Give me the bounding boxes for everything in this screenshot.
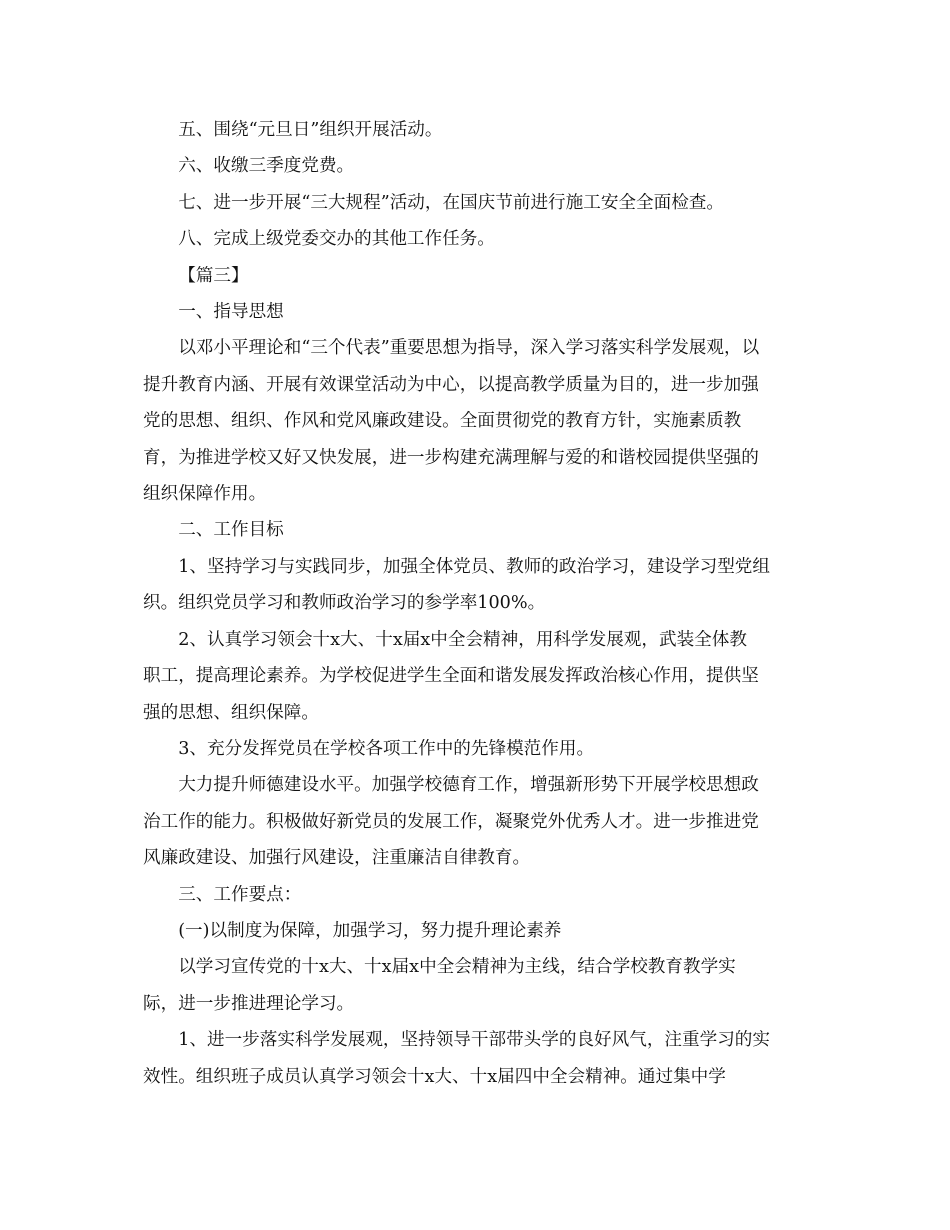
text-line: 3、充分发挥党员在学校各项工作中的先锋模范作用。: [178, 738, 595, 759]
heading: 三、工作要点：: [178, 884, 302, 905]
text-line: 以邓小平理论和“三个代表”重要思想为指导，深入学习落实科学发展观，以: [178, 338, 760, 359]
text-line: 强的思想、组织保障。: [143, 702, 319, 723]
heading: 一、指导思想: [178, 302, 284, 323]
section-heading: 【篇三】: [178, 265, 249, 286]
text-line: 大力提升师德建设水平。加强学校德育工作，增强新形势下开展学校思想政: [178, 775, 759, 796]
text-line: 际，进一步推进理论学习。: [143, 993, 355, 1014]
text-line: 八、完成上级党委交办的其他工作任务。: [178, 229, 495, 250]
text-line: 1、坚持学习与实践同步，加强全体党员、教师的政治学习，建设学习型党组: [178, 556, 770, 577]
text-line: 职工，提高理论素养。为学校促进学生全面和谐发展发挥政治核心作用，提供坚: [143, 666, 759, 687]
text-line: 育，为推进学校又好又快发展，进一步构建充满理解与爱的和谐校园提供坚强的: [143, 447, 759, 468]
text-line: 织。组织党员学习和教师政治学习的参学率100%。: [143, 593, 546, 614]
text-line: 以学习宣传党的十x大、十x届x中全会精神为主线，结合学校教育教学实: [178, 957, 736, 978]
subheading: (一)以制度为保障，加强学习，努力提升理论素养: [178, 920, 562, 941]
text-line: 2、认真学习领会十x大、十x届x中全会精神，用科学发展观，武装全体教: [178, 629, 747, 650]
text-line: 六、收缴三季度党费。: [178, 156, 355, 177]
document-body: [143, 112, 808, 1095]
text-line: 七、进一步开展“三大规程”活动，在国庆节前进行施工安全全面检查。: [178, 192, 724, 213]
heading: 二、工作目标: [178, 520, 284, 541]
text-line: 1、进一步落实科学发展观，坚持领导干部带头学的良好风气，注重学习的实: [178, 1030, 770, 1051]
text-line: 组织保障作用。: [143, 484, 267, 505]
text-line: 党的思想、组织、作风和党风廉政建设。全面贯彻党的教育方针，实施素质教: [143, 411, 742, 432]
text-line: 风廉政建设、加强行风建设，注重廉洁自律教育。: [143, 848, 531, 869]
text-line: 治工作的能力。积极做好新党员的发展工作，凝聚党外优秀人才。进一步推进党: [143, 811, 759, 832]
text-line: 五、围绕“元旦日”组织开展活动。: [178, 120, 443, 140]
text-line: 提升教育内涵、开展有效课堂活动为中心，以提高教学质量为目的，进一步加强: [143, 374, 759, 395]
text-line: 效性。组织班子成员认真学习领会十x大、十x届四中全会精神。通过集中学: [143, 1066, 726, 1087]
